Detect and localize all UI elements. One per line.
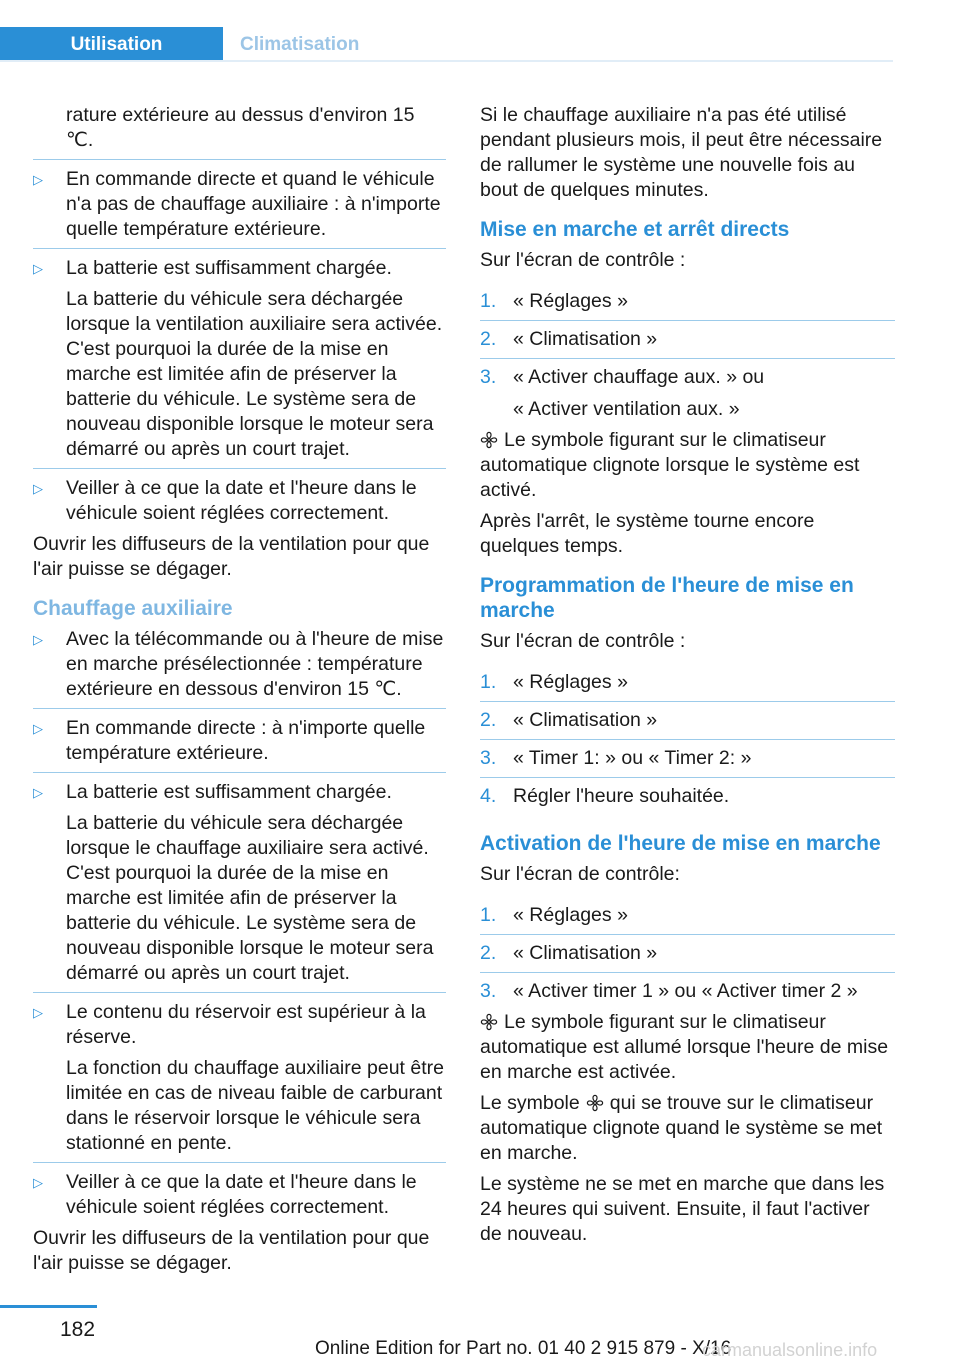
list-divider bbox=[33, 772, 446, 773]
step-number: 3. bbox=[480, 366, 497, 388]
step-number: 1. bbox=[480, 290, 497, 312]
icon-note bbox=[480, 1010, 895, 1085]
paragraph bbox=[480, 1091, 895, 1166]
list-item-note: La batterie du véhicule sera déchargée lorsque la ventilation auxiliaire sera activée. C'est pourquoi la durée de la mise en marche est limitée afin de préserver la batterie du véhicule. Le système sera de nouveau disponible lorsque le moteur sera démarré ou après un court trajet. bbox=[66, 288, 443, 460]
triangle-bullet-icon: ▷ bbox=[33, 632, 43, 647]
icon-note-text: Le symbole figurant sur le climatiseur automatique clignote lorsque le système est activé. bbox=[480, 429, 860, 501]
bullet-continuation: rature extérieure au dessus d'environ 15 ℃. bbox=[66, 104, 415, 151]
section-tab-climatisation[interactable]: Climatisation bbox=[240, 34, 360, 55]
steps-intro: Sur l'écran de contrôle : bbox=[480, 630, 686, 652]
list-item-text: En commande directe et quand le véhicule n'a pas de chauffage auxiliaire : à n'importe quelle température extérieure. bbox=[66, 168, 441, 240]
step-item bbox=[480, 903, 895, 928]
step-item bbox=[480, 941, 895, 966]
fan-icon bbox=[586, 1094, 604, 1112]
step-item bbox=[480, 979, 895, 1004]
list-divider bbox=[33, 248, 446, 249]
step-item bbox=[480, 365, 895, 390]
list-divider bbox=[33, 708, 446, 709]
section-tab-utilisation[interactable]: Utilisation bbox=[0, 27, 223, 62]
list-item bbox=[33, 1170, 446, 1220]
list-item bbox=[33, 780, 446, 986]
step-text: « Climatisation » bbox=[513, 942, 658, 964]
triangle-bullet-icon: ▷ bbox=[33, 481, 43, 496]
list-item-text: Avec la télécommande ou à l'heure de mise en marche présélectionnée : température extérieure en dessous d'environ 15 ℃. bbox=[66, 628, 444, 700]
step-item bbox=[480, 708, 895, 733]
right-column bbox=[480, 103, 895, 1253]
step-number: 1. bbox=[480, 904, 497, 926]
paragraph: Ouvrir les diffuseurs de la ventilation pour que l'air puisse se dégager. bbox=[33, 1227, 430, 1274]
section-heading-direct-control: Mise en marche et arrêt directs bbox=[480, 218, 790, 241]
list-item-text: Veiller à ce que la date et l'heure dans le véhicule soient réglées correctement. bbox=[66, 1171, 417, 1218]
step-text: « Activer timer 1 » ou « Activer timer 2 » bbox=[513, 980, 858, 1002]
list-divider bbox=[480, 777, 895, 778]
step-text: « Climatisation » bbox=[513, 709, 658, 731]
section-heading-program-start-time: Programmation de l'heure de mise en marche bbox=[480, 574, 854, 622]
icon-note bbox=[480, 428, 895, 503]
step-text: « Réglages » bbox=[513, 904, 628, 926]
list-item bbox=[33, 167, 446, 242]
list-divider bbox=[480, 972, 895, 973]
step-item bbox=[480, 670, 895, 695]
triangle-bullet-icon: ▷ bbox=[33, 785, 43, 800]
list-divider bbox=[480, 358, 895, 359]
step-number: 4. bbox=[480, 785, 497, 807]
triangle-bullet-icon: ▷ bbox=[33, 261, 43, 276]
list-item bbox=[33, 256, 446, 462]
list-item-text: Veiller à ce que la date et l'heure dans le véhicule soient réglées correctement. bbox=[66, 477, 417, 524]
steps-intro: Sur l'écran de contrôle: bbox=[480, 863, 680, 885]
step-text: « Activer chauffage aux. » ou bbox=[513, 366, 765, 388]
step-number: 1. bbox=[480, 671, 497, 693]
fan-icon bbox=[480, 1013, 498, 1031]
step-number: 3. bbox=[480, 980, 497, 1002]
triangle-bullet-icon: ▷ bbox=[33, 1005, 43, 1020]
edition-note: Online Edition for Part no. 01 40 2 915 879 - X/16 bbox=[315, 1338, 732, 1359]
step-text: « Réglages » bbox=[513, 671, 628, 693]
list-divider bbox=[33, 992, 446, 993]
list-item bbox=[33, 476, 446, 526]
step-continuation: « Activer ventilation aux. » bbox=[513, 398, 740, 420]
list-item bbox=[33, 627, 446, 702]
list-item bbox=[33, 1000, 446, 1156]
step-number: 2. bbox=[480, 328, 497, 350]
step-text: « Timer 1: » ou « Timer 2: » bbox=[513, 747, 752, 769]
page-header bbox=[0, 27, 893, 61]
list-item-text: La batterie est suffisamment chargée. bbox=[66, 257, 392, 279]
paragraph-text: Le symbole bbox=[480, 1092, 580, 1114]
list-divider bbox=[33, 468, 446, 469]
list-divider bbox=[480, 320, 895, 321]
list-item bbox=[33, 716, 446, 766]
header-divider bbox=[0, 60, 893, 62]
footer-divider bbox=[0, 1305, 97, 1308]
step-number: 2. bbox=[480, 942, 497, 964]
fan-icon bbox=[480, 431, 498, 449]
list-divider bbox=[480, 701, 895, 702]
step-text: Régler l'heure souhaitée. bbox=[513, 785, 730, 807]
paragraph: Le système ne se met en marche que dans les 24 heures qui suivent. Ensuite, il faut l'activer de nouveau. bbox=[480, 1173, 885, 1245]
page-number: 182 bbox=[60, 1318, 96, 1341]
paragraph: Si le chauffage auxiliaire n'a pas été utilisé pendant plusieurs mois, il peut être nécessaire de rallumer le système une nouvelle fois au bout de quelques minutes. bbox=[480, 104, 883, 201]
paragraph: Ouvrir les diffuseurs de la ventilation pour que l'air puisse se dégager. bbox=[33, 533, 430, 580]
step-text: « Réglages » bbox=[513, 290, 628, 312]
list-item-text: En commande directe : à n'importe quelle température extérieure. bbox=[66, 717, 426, 764]
paragraph: Après l'arrêt, le système tourne encore quelques temps. bbox=[480, 510, 815, 557]
section-heading-auxiliary-heating: Chauffage auxiliaire bbox=[33, 597, 233, 620]
list-item-text: La batterie est suffisamment chargée. bbox=[66, 781, 392, 803]
paragraph-text: qui se trouve sur le climatiseur automatique clignote quand le système se met en marche. bbox=[480, 1092, 883, 1164]
list-divider bbox=[480, 934, 895, 935]
step-text: « Climatisation » bbox=[513, 328, 658, 350]
step-item bbox=[480, 746, 895, 771]
triangle-bullet-icon: ▷ bbox=[33, 172, 43, 187]
triangle-bullet-icon: ▷ bbox=[33, 1175, 43, 1190]
steps-intro: Sur l'écran de contrôle : bbox=[480, 249, 686, 271]
step-item bbox=[480, 289, 895, 314]
list-item-text: Le contenu du réservoir est supérieur à la réserve. bbox=[66, 1001, 426, 1048]
icon-note-text: Le symbole figurant sur le climatiseur automatique est allumé lorsque l'heure de mise en marche est activée. bbox=[480, 1011, 889, 1083]
list-item-note: La batterie du véhicule sera déchargée lorsque le chauffage auxiliaire sera activé. C'est pourquoi la durée de la mise en marche est limitée afin de préserver la batterie du véhicule. Le système sera de nouveau disponible lorsque le moteur sera démarré ou après un court trajet. bbox=[66, 812, 434, 984]
list-divider bbox=[33, 159, 446, 160]
list-divider bbox=[480, 739, 895, 740]
step-number: 3. bbox=[480, 747, 497, 769]
step-number: 2. bbox=[480, 709, 497, 731]
left-column bbox=[33, 103, 446, 1282]
list-divider bbox=[33, 1162, 446, 1163]
step-item bbox=[480, 327, 895, 352]
step-item bbox=[480, 784, 895, 809]
watermark[interactable]: carmanualsonline.info bbox=[702, 1340, 878, 1360]
list-item-note: La fonction du chauffage auxiliaire peut être limitée en cas de niveau faible de carburant dans le réservoir lorsque le véhicule sera stationné en pente. bbox=[66, 1057, 444, 1154]
section-heading-activate-start-time: Activation de l'heure de mise en marche bbox=[480, 832, 881, 855]
triangle-bullet-icon: ▷ bbox=[33, 721, 43, 736]
